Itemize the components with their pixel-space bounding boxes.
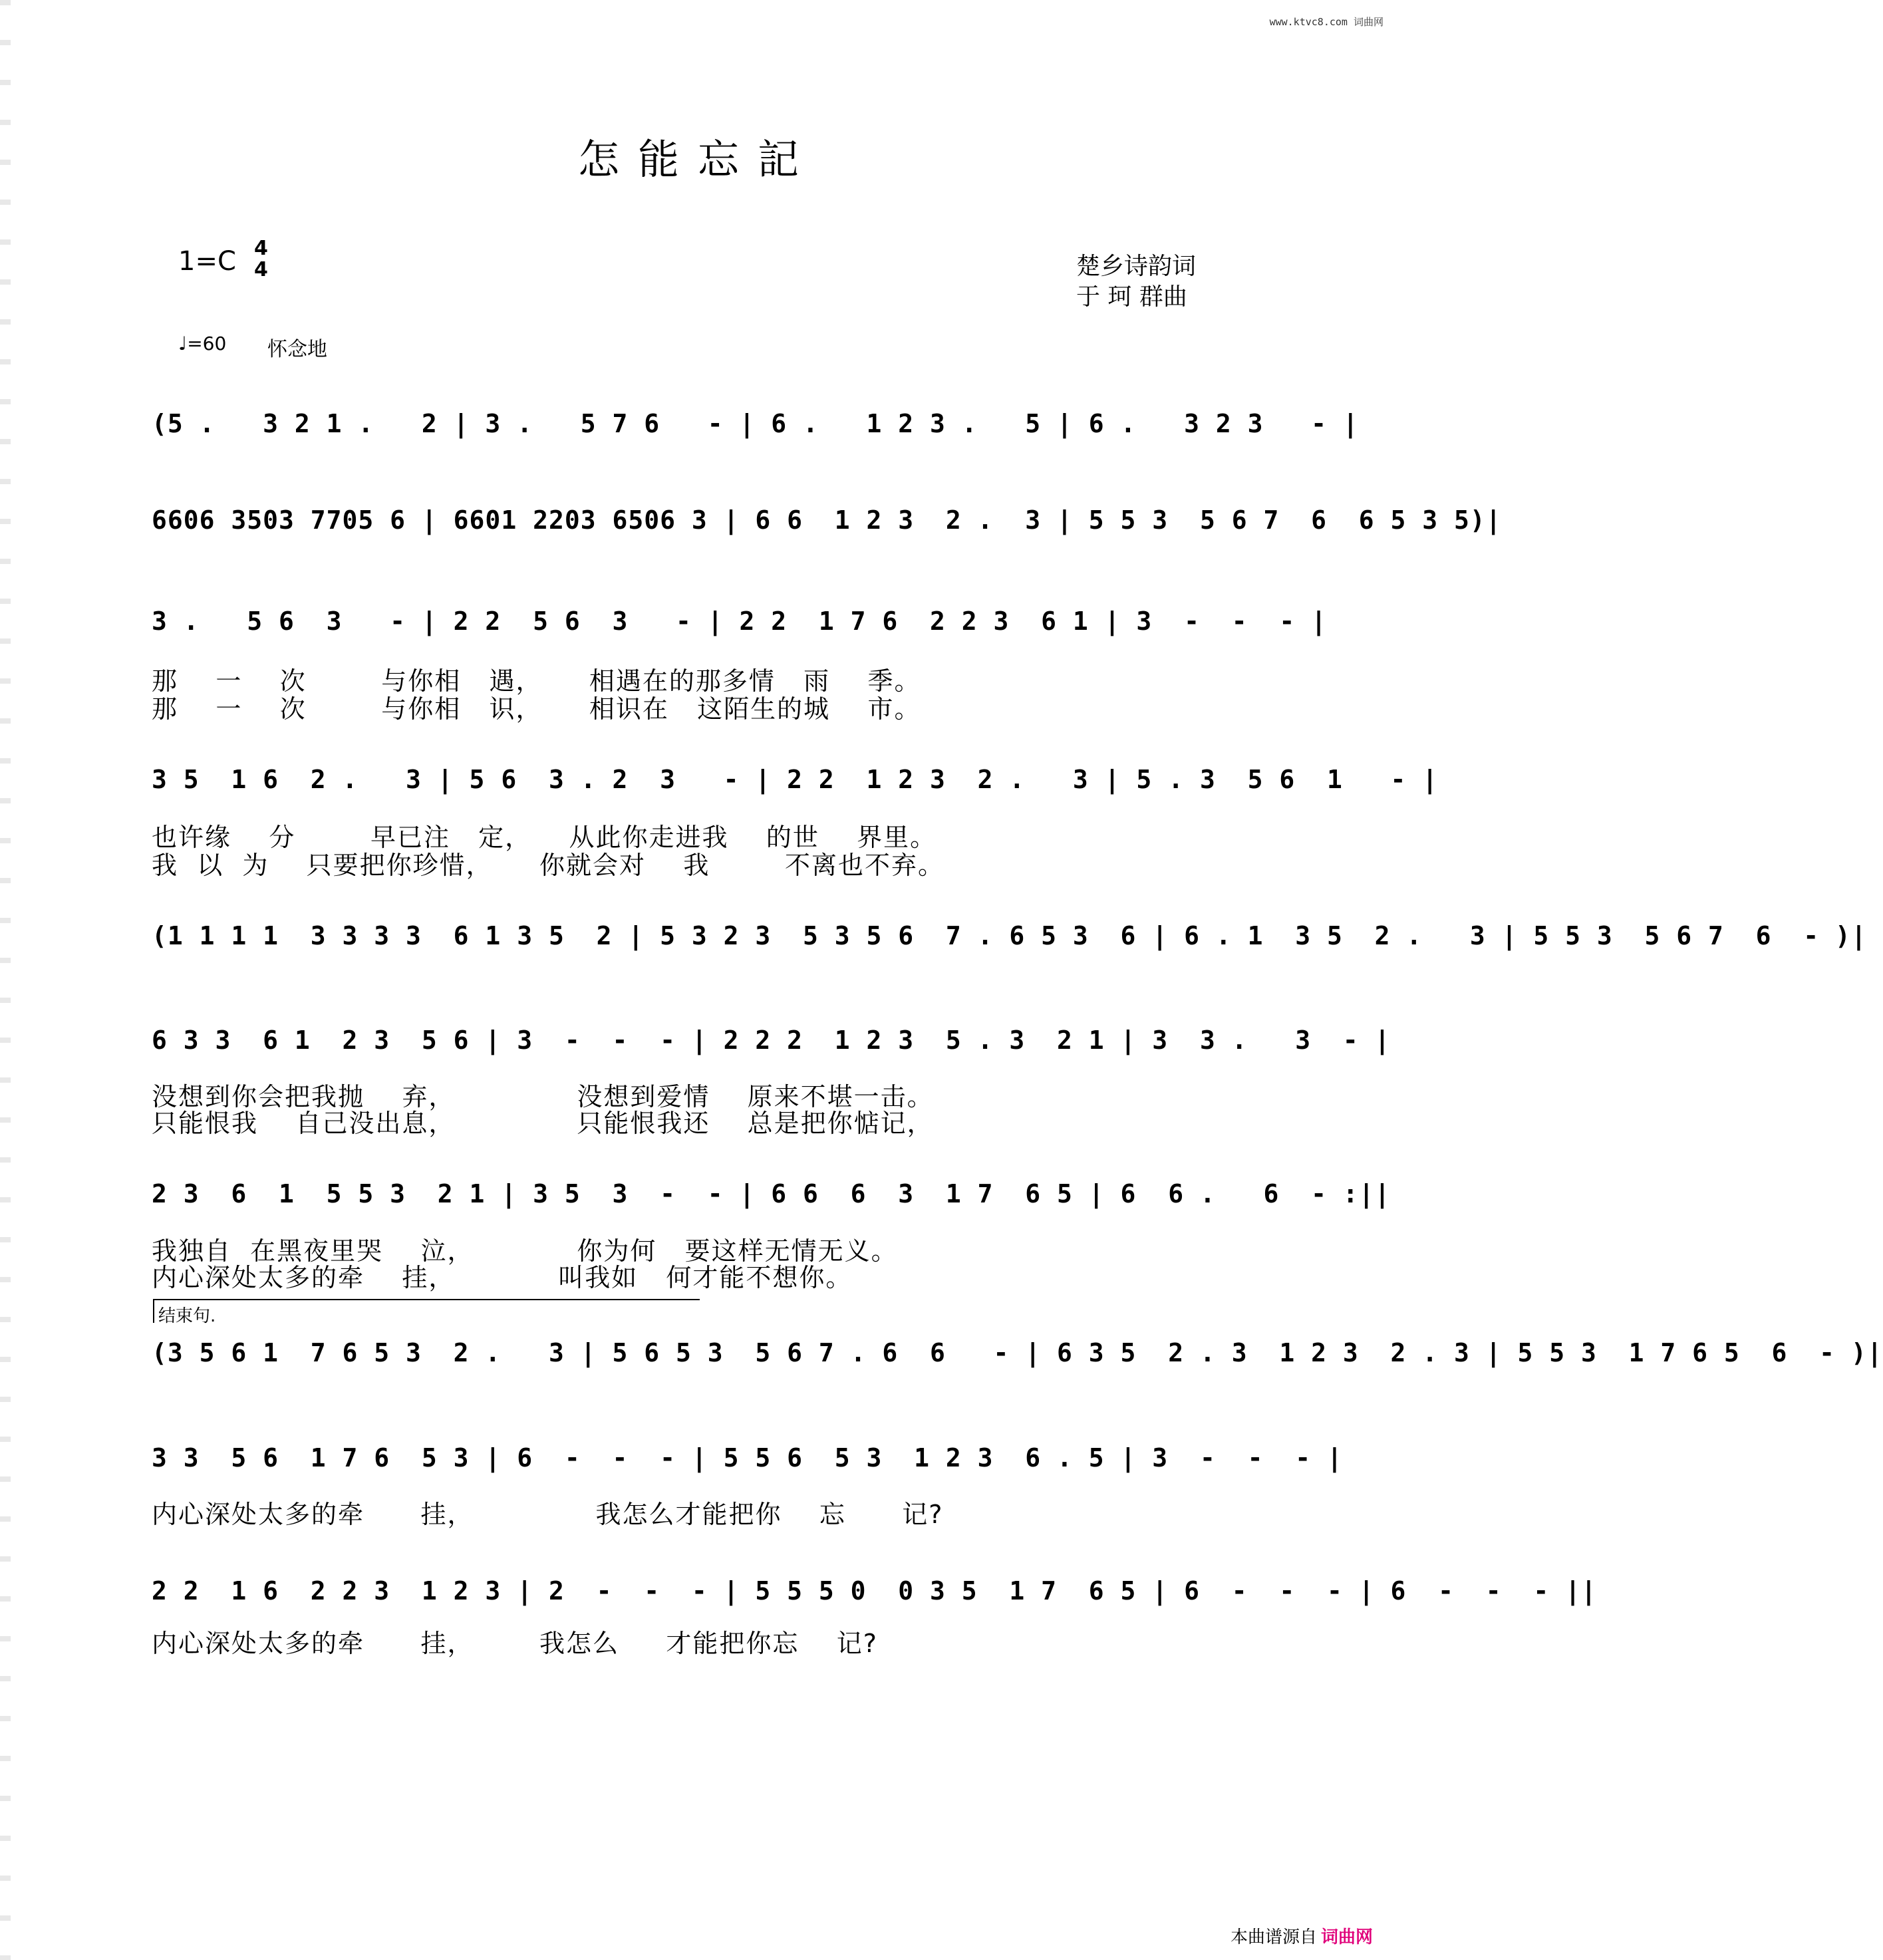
footer-brand: 词曲网 — [1320, 1927, 1373, 1947]
notation-line-3: 3 . 5 6 3 - | 2 2 5 6 3 - | 2 2 1 7 6 2 2 3 6 1 | 3 - - - | — [152, 607, 1327, 636]
lyric-line-7: 我独自 在黑夜里哭 泣， 你为何 要这样无情无义。 — [152, 1236, 898, 1266]
ending-label: 结束句. — [158, 1306, 216, 1326]
lyric-line-3: 也许缘 分 早已注 定， 从此你走进我 的世 界里。 — [152, 823, 937, 852]
notation-line-10: 2 2 1 6 2 2 3 1 2 3 | 2 - - - | 5 5 5 0 0 3 5 1 7 6 5 | 6 - - - | 6 - - - || — [152, 1576, 1597, 1606]
time-signature-bottom: 4 — [254, 258, 268, 281]
side-watermark — [0, 0, 11, 1960]
song-title: 怎能忘記 — [577, 135, 817, 184]
lyric-line-8: 内心深处太多的牵 挂， 叫我如 何才能不想你。 — [152, 1263, 853, 1292]
notation-line-2: 6606 3503 7705 6 | 6601 2203 6506 3 | 6 6 1 2 3 2 . 3 | 5 5 3 5 6 7 6 6 5 3 5)| — [152, 505, 1502, 535]
lyric-line-2: 那 一 次 与你相 识， 相识在 这陌生的城 市。 — [152, 694, 921, 724]
ending-bracket — [153, 1299, 700, 1323]
footer-source: 本曲谱源自 — [1230, 1927, 1317, 1947]
tempo-marking: ♩=60 — [178, 333, 227, 354]
lyric-line-9: 内心深处太多的牵 挂， 我怎么才能把你 忘 记? — [152, 1500, 944, 1529]
time-signature-top: 4 — [254, 237, 268, 260]
lyric-line-10: 内心深处太多的牵 挂， 我怎么 才能把你忘 记? — [152, 1629, 878, 1658]
lyric-line-5: 没想到你会把我抛 弃， 没想到爱情 原来不堪一击。 — [152, 1082, 934, 1111]
credits — [1076, 251, 1196, 313]
site-url: www.ktvc8.com 词曲网 — [1269, 16, 1383, 28]
composer: 于 珂 群曲 — [1076, 283, 1187, 311]
lyricist: 楚乡诗韵词 — [1076, 253, 1197, 280]
notation-line-8: (3 5 6 1 7 6 5 3 2 . 3 | 5 6 5 3 5 6 7 . 6 6 - | 6 3 5 2 . 3 1 2 3 2 . 3 | 5 5 3 1 7 6 5 6 - )| — [152, 1338, 1883, 1367]
notation-line-1: (5 . 3 2 1 . 2 | 3 . 5 7 6 - | 6 . 1 2 3 . 5 | 6 . 3 2 3 - | — [152, 409, 1359, 438]
notation-line-6: 6 3 3 6 1 2 3 5 6 | 3 - - - | 2 2 2 1 2 3 5 . 3 2 1 | 3 3 . 3 - | — [152, 1026, 1391, 1055]
notation-line-4: 3 5 1 6 2 . 3 | 5 6 3 . 2 3 - | 2 2 1 2 3 2 . 3 | 5 . 3 5 6 1 - | — [152, 765, 1439, 794]
time-signature — [254, 238, 268, 281]
notation-line-5: (1 1 1 1 3 3 3 3 6 1 3 5 2 | 5 3 2 3 5 3 5 6 7 . 6 5 3 6 | 6 . 1 3 5 2 . 3 | 5 5 3 5 6 7 6 - )| — [152, 921, 1867, 950]
lyric-line-6: 只能恨我 自己没出息， 只能恨我还 总是把你惦记， — [152, 1109, 934, 1138]
lyric-line-1: 那 一 次 与你相 遇， 相遇在的那多情 雨 季。 — [152, 666, 921, 696]
key-signature: 1=C — [178, 246, 236, 277]
footer — [1231, 1923, 1373, 1948]
notation-line-7: 2 3 6 1 5 5 3 2 1 | 3 5 3 - - | 6 6 6 3 1 7 6 5 | 6 6 . 6 - :|| — [152, 1179, 1391, 1208]
lyric-line-4: 我 以 为 只要把你珍惜， 你就会对 我 不离也不弃。 — [152, 851, 944, 880]
notation-line-9: 3 3 5 6 1 7 6 5 3 | 6 - - - | 5 5 6 5 3 1 2 3 6 . 5 | 3 - - - | — [152, 1443, 1343, 1472]
expression-marking: 怀念地 — [267, 338, 327, 361]
